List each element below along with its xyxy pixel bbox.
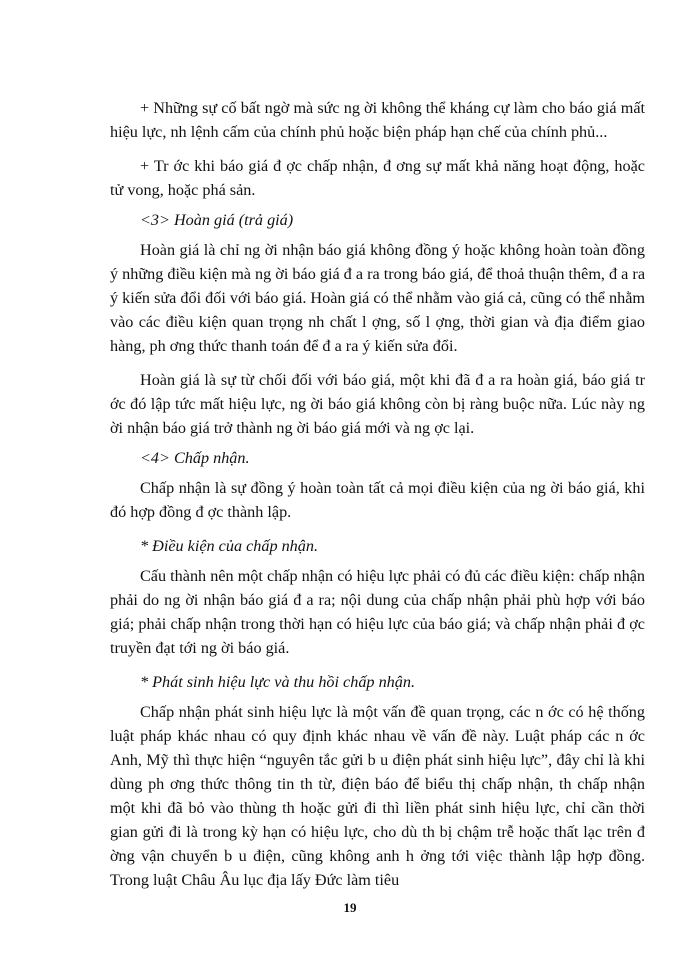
paragraph-acceptance-conditions: Cấu thành nên một chấp nhận có hiệu lực phải có đủ các điều kiện: chấp nhận phải do ng ời nhận báo giá đ a ra; nội dung của chấp nhận phải phù hợp với báo giá; phải chấp nhận trong thời hạn có hiệu lực của báo giá; và chấp nhận phải đ ợc truyền đạt tới ng ời báo giá. xyxy=(110,567,645,657)
paragraph-acceptance-definition: Chấp nhận là sự đồng ý hoàn toàn tất cả mọi điều kiện của ng ời báo giá, khi đó hợp đồng đ ợc thành lập. xyxy=(110,479,645,521)
paragraph-counter-offer-effect: Hoàn giá là sự từ chối đối với báo giá, một khi đã đ a ra hoàn giá, báo giá tr ớc đó lập tức mất hiệu lực, ng ời báo giá không còn bị ràng buộc nữa. Lúc này ng ời nhận báo giá trở thành ng ời báo giá mới và ng ợc lại. xyxy=(110,371,645,437)
heading-acceptance: <4> Chấp nhận. xyxy=(140,449,250,467)
heading-acceptance-conditions: * Điều kiện của chấp nhận. xyxy=(140,537,319,555)
paragraph-counter-offer-definition: Hoàn giá là chỉ ng ời nhận báo giá không đồng ý hoặc không hoàn toàn đồng ý những điều kiện mà ng ời báo giá đ a ra trong báo giá, để thoả thuận thêm, đ a ra ý kiến sửa đổi đối với báo giá. Hoàn giá có thể nhằm vào giá cả, cũng có thể nhằm vào các điều kiện quan trọng nh chất l ợng, số l ợng, thời gian và địa điểm giao hàng, ph ơng thức thanh toán để đ a ra ý kiến sửa đổi. xyxy=(110,241,645,355)
heading-counter-offer: <3> Hoàn giá (trả giá) xyxy=(140,211,294,229)
heading-acceptance-effect: * Phát sinh hiệu lực và thu hồi chấp nhận. xyxy=(140,673,415,691)
paragraph-acceptance-effect: Chấp nhận phát sinh hiệu lực là một vấn đề quan trọng, các n ớc có hệ thống luật pháp khác nhau có quy định khác nhau về vấn đề này. Luật pháp các n ớc Anh, Mỹ thì thực hiện “nguyên tắc gửi b u điện phát sinh hiệu lực”, đây chỉ là khi dùng ph ơng thức thông tin th từ, điện báo để biểu thị chấp nhận, th chấp nhận một khi đã bỏ vào thùng th hoặc gửi đi thì liền phát sinh hiệu lực, chỉ cần thời gian gửi đi là trong kỳ hạn có hiệu lực, cho dù th bị chậm trễ hoặc thất lạc trên đ ờng vận chuyển b u điện, cũng không anh h ởng tới việc thành lập hợp đồng. Trong luật Châu Âu lục địa lấy Đức làm tiêu xyxy=(110,703,645,889)
page-number: 19 xyxy=(343,900,357,915)
paragraph-incapacity: + Tr ớc khi báo giá đ ợc chấp nhận, đ ơng sự mất khả năng hoạt động, hoặc tử vong, hoặc phá sản. xyxy=(110,157,645,199)
paragraph-force-majeure: + Những sự cố bất ngờ mà sức ng ời không thể kháng cự làm cho báo giá mất hiệu lực, nh lệnh cấm của chính phủ hoặc biện pháp hạn chế của chính phủ... xyxy=(110,99,645,141)
body-text xyxy=(110,96,645,902)
